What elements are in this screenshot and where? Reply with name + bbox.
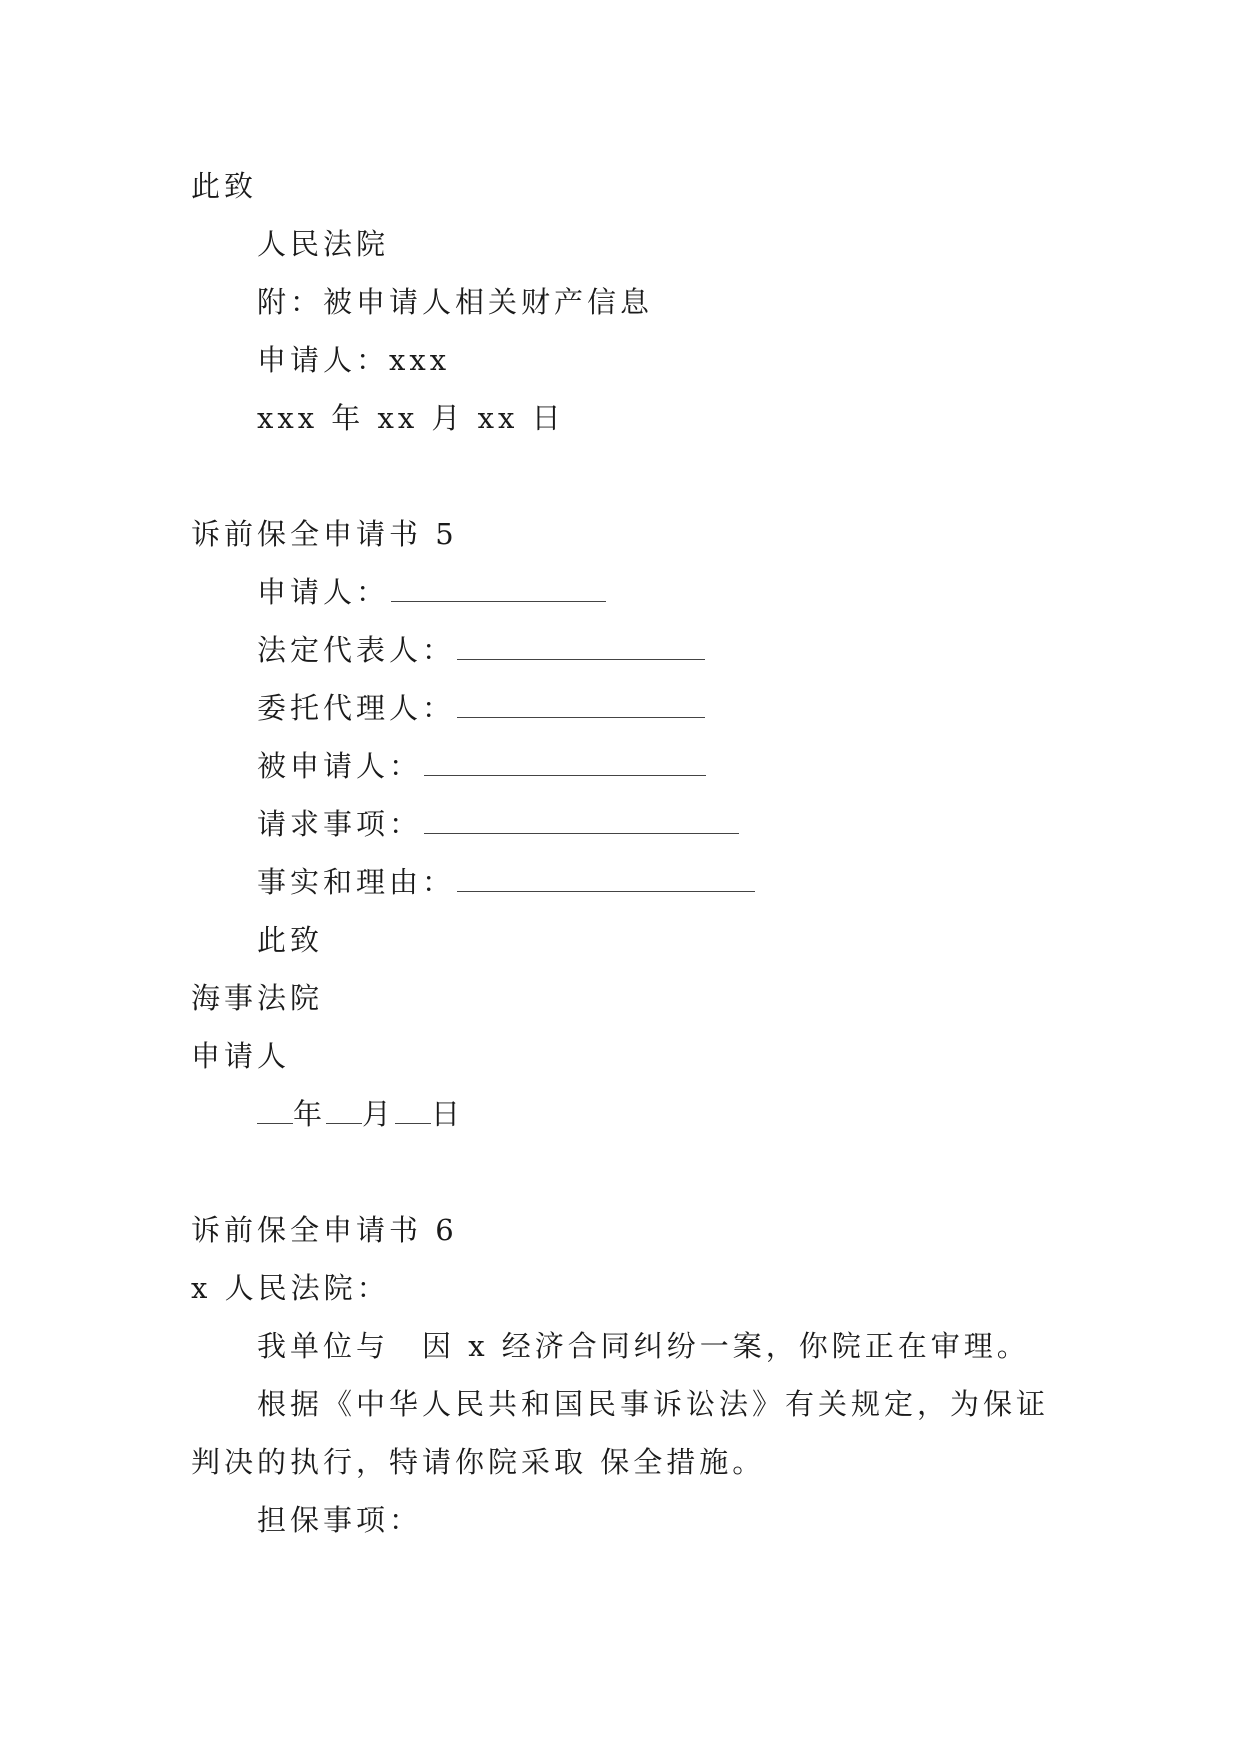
applicant-blank [391,575,606,602]
attachment-line: 附：被申请人相关财产信息 [257,285,654,319]
agent-label: 委托代理人： [257,691,456,725]
respondent-label: 被申请人： [257,749,423,783]
month-blank [326,1097,362,1124]
facts-label: 事实和理由： [257,865,456,899]
facts-field [257,862,755,902]
date-2 [257,1094,464,1134]
respondent-blank [424,749,706,776]
applicant-1: 申请人：xxx [257,343,451,377]
facts-blank [457,865,755,892]
year-label: 年 [293,1097,327,1131]
applicant-sign: 申请人 [191,1039,291,1073]
doc-title-6: 诉前保全申请书 6 [191,1213,458,1247]
legal-rep-field [257,630,705,670]
month-label: 月 [362,1097,396,1131]
salutation-2: 此致 [257,923,324,957]
paragraph-1: 我单位与 因 x 经济合同纠纷一案，你院正在审理。 [257,1329,1030,1363]
court-2: 海事法院 [191,981,324,1015]
doc-title-5: 诉前保全申请书 5 [191,517,458,551]
day-blank [395,1097,431,1124]
paragraph-2-line-1: 根据《中华人民共和国民事诉讼法》有关规定，为保证 [257,1387,1050,1421]
court-1: 人民法院 [257,227,390,261]
agent-blank [457,691,705,718]
legal-rep-label: 法定代表人： [257,633,456,667]
claims-field [257,804,739,844]
respondent-field [257,746,706,786]
salutation-1: 此致 [191,169,258,203]
paragraph-2-line-2: 判决的执行，特请你院采取 保全措施。 [191,1445,766,1479]
agent-field [257,688,705,728]
guarantee-label: 担保事项： [257,1503,423,1537]
legal-rep-blank [457,633,705,660]
year-blank [257,1097,293,1124]
applicant-field [257,572,606,612]
claims-blank [424,807,739,834]
applicant-label: 申请人： [257,575,390,609]
date-1: xxx 年 xx 月 xx 日 [257,401,565,435]
addressee: x 人民法院： [191,1271,390,1305]
day-label: 日 [431,1097,465,1131]
claims-label: 请求事项： [257,807,423,841]
